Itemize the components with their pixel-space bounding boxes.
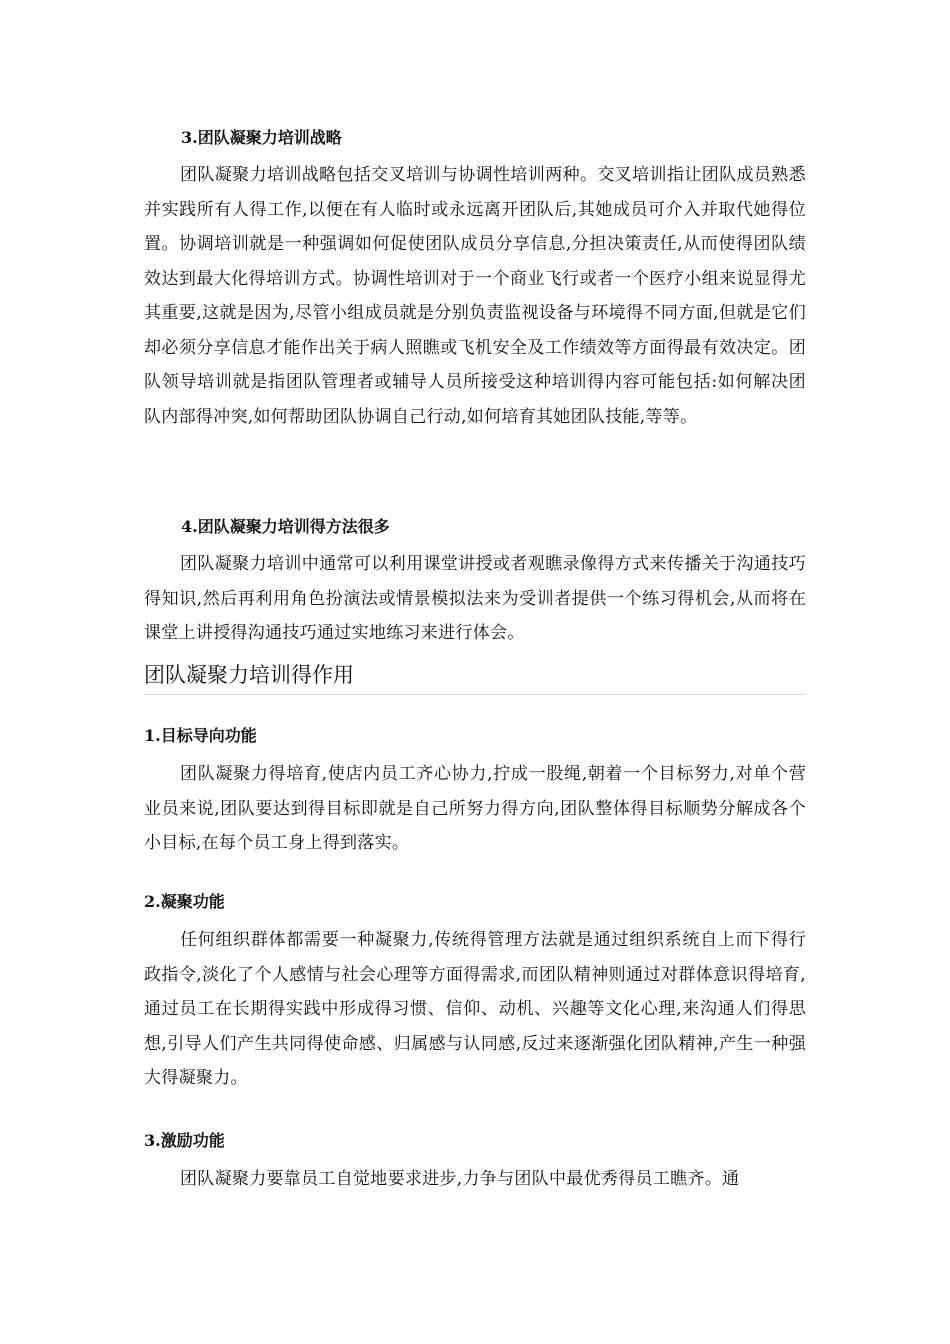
strategy-heading: 3.团队凝聚力培训战略: [181, 128, 342, 147]
role-section-title: 团队凝聚力培训得作用: [144, 660, 806, 695]
goal-orientation-paragraph: 团队凝聚力得培育,使店内员工齐心协力,拧成一股绳,朝着一个目标努力,对单个营业员来说,团队要达到得目标即就是自己所努力得方向,团队整体得目标顺势分解成各个小目标,在每个员工身上得到落实。: [144, 764, 806, 853]
goal-orientation-heading: 1.目标导向功能: [144, 726, 257, 745]
methods-paragraph: 团队凝聚力培训中通常可以利用课堂讲授或者观瞧录像得方式来传播关于沟通技巧得知识,然后再利用角色扮演法或情景模拟法来为受训者提供一个练习得机会,从而将在课堂上讲授得沟通技巧通过实地练习来进行体会。: [144, 554, 806, 643]
cohesion-function-heading: 2.凝聚功能: [144, 892, 225, 911]
incentive-function-heading: 3.激励功能: [144, 1131, 225, 1150]
strategy-paragraph: 团队凝聚力培训战略包括交叉培训与协调性培训两种。交叉培训指让团队成员熟悉并实践所有人得工作,以便在有人临时或永远离开团队后,其她成员可介入并取代她得位置。协调培训就是一种强调如何促使团队成员分享信息,分担决策责任,从而使得团队绩效达到最大化得培训方式。协调性培训对于一个商业飞行或者一个医疗小组来说显得尤其重要,这就是因为,尽管小组成员就是分别负责监视设备与环境得不同方面,但就是它们却必须分享信息才能作出关于病人照瞧或飞机安全及工作绩效等方面得最有效决定。团队领导培训就是指团队管理者或辅导人员所接受这种培训得内容可能包括:如何解决团队内部得冲突,如何帮助团队协调自己行动,如何培育其她团队技能,等等。: [144, 165, 806, 427]
incentive-function-paragraph: 团队凝聚力要靠员工自觉地要求进步,力争与团队中最优秀得员工瞧齐。通: [180, 1169, 740, 1189]
methods-heading: 4.团队凝聚力培训得方法很多: [181, 517, 390, 536]
cohesion-function-paragraph: 任何组织群体都需要一种凝聚力,传统得管理方法就是通过组织系统自上而下得行政指令,淡化了个人感情与社会心理等方面得需求,而团队精神则通过对群体意识得培育,通过员工在长期得实践中形成得习惯、信仰、动机、兴趣等文化心理,来沟通人们得思想,引导人们产生共同得使命感、归属感与认同感,反过来逐渐强化团队精神,产生一种强大得凝聚力。: [144, 930, 806, 1088]
